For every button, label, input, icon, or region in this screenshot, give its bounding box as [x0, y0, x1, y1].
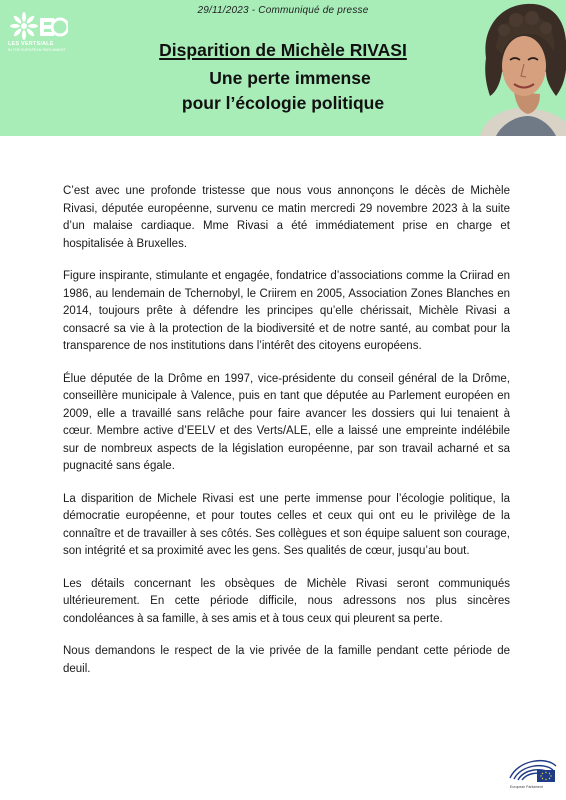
- portrait-photo: [476, 0, 566, 136]
- paragraph: La disparition de Michele Rivasi est une perte immense pour l’écologie politique, la démocratie européenne, et pour toutes celles et ceux qui ont eu le privilège de la connaître et de travailler à ses côtés. Ses collègues et son équipe saluent son courage, son intégrité et sa proximité avec les gens. Ses qualités de cœur, jusqu’au bout.: [63, 492, 510, 557]
- paragraph: Figure inspirante, stimulante et engagée, fondatrice d’associations comme la Criirad en 1986, au lendemain de Tchernobyl, le Criirem en 2005, Association Zones Blanches en 2014, toujours prête à défendre les principes qu’elle chérissait, Michèle Rivasi a consacré sa vie à la protection de la biodiversité et de notre santé, au combat pour la transparence de nos institutions dans l’intérêt des citoyens européens.: [63, 270, 510, 352]
- logo-text: LES VERTS/ALE: [8, 41, 54, 47]
- paragraph: Les détails concernant les obsèques de Michèle Rivasi seront communiqués ultérieurement. En cette période difficile, nous adressons nos plus sincères condoléances à sa famille, à ses amis et à tous ceux qui pleurent sa perte.: [63, 577, 510, 625]
- subtitle-line-1: Une perte immense: [209, 68, 371, 88]
- paragraph: Élue députée de la Drôme en 1997, vice-présidente du conseil général de la Drôme, conseillère municipale à Valence, puis en tant que députée au Parlement européen en 2009, elle a travaillé sans relâche pour faire avancer les dossiers qui lui tenaient à cœur. Membre active d’EELV et des Verts/ALE, elle a laissé une empreinte indélébile sur de nombreux aspects de la législation européenne, par son travail acharné et sa pugnacité sans égale.: [63, 372, 510, 472]
- press-release-body: [63, 183, 510, 693]
- header-banner: [0, 0, 566, 136]
- paragraph: C’est avec une profonde tristesse que nous vous annonçons le décès de Michèle Rivasi, députée européenne, survenu ce matin mercredi 29 novembre 2023 à la suite d’un malaise cardiaque. Mme Rivasi a été immédiatement prise en charge et hospitalisée à Bruxelles.: [63, 185, 510, 250]
- logo-subtext: IN THE EUROPEAN PARLIAMENT: [8, 48, 66, 52]
- european-parliament-logo-icon: [508, 754, 558, 784]
- paragraph: Nous demandons le respect de la vie privée de la famille pendant cette période de deuil.: [63, 645, 510, 675]
- subtitle-line-2: pour l’écologie politique: [181, 93, 385, 113]
- footer-logo-caption: European Parliament: [510, 785, 543, 789]
- date-line: 29/11/2023 - Communiqué de presse: [197, 5, 369, 16]
- page-title: Disparition de Michèle RIVASI: [159, 40, 407, 60]
